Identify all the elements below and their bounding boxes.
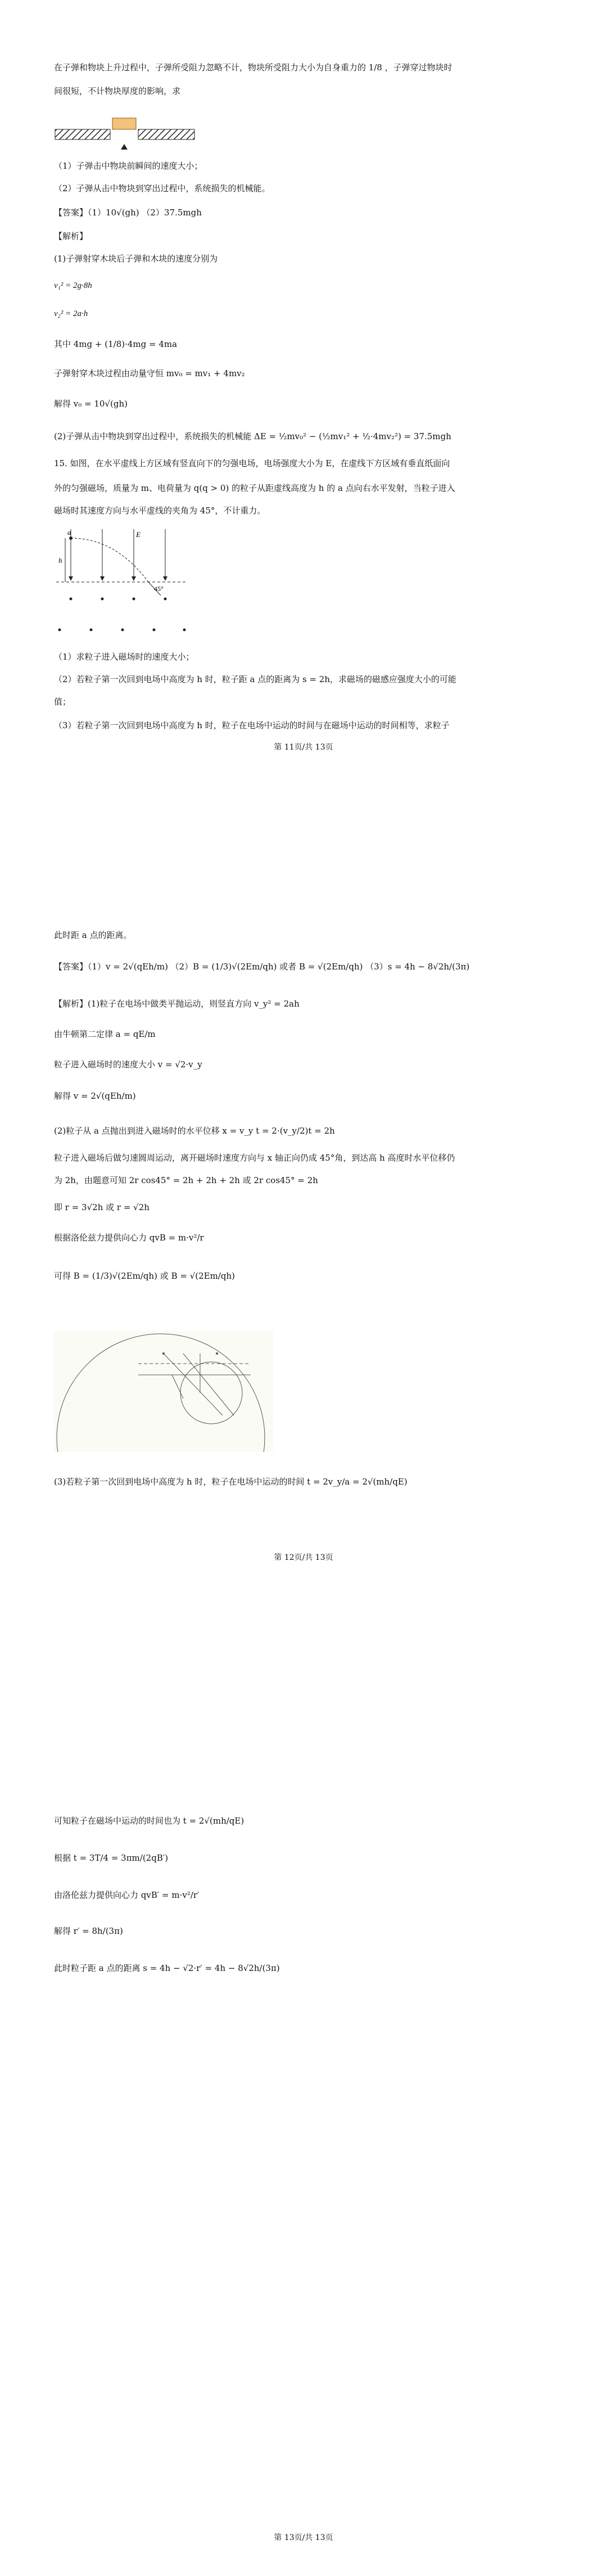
- problem-15-line-2: 外的匀强磁场，质量为 m、电荷量为 q(q > 0) 的粒子从距虚线高度为 h 的 a 点向右水平发射，当粒子进入: [54, 483, 455, 493]
- sketch-point: [162, 1352, 165, 1355]
- problem-intro-line-2: 间很短，不计物块厚度的影响，求: [54, 86, 181, 96]
- equation-3: 其中 4mg + (1/8)·4mg = 4ma: [54, 339, 178, 349]
- equation-2: v₂² = 2a·h: [54, 309, 88, 318]
- text-line: 根据洛伦兹力提供向心力 qvB = m·v²/r: [54, 1233, 204, 1243]
- sketch-large-circle: [57, 1334, 265, 1452]
- label-E: E: [136, 530, 141, 539]
- text-line: (2)粒子从 a 点抛出到进入磁场时的水平位移 x = v_y t = 2·(v_y/2)t = 2h: [54, 1126, 335, 1136]
- text-line: 为 2h，由题意可知 2r cos45° = 2h + 2h + 2h 或 2r cos45° = 2h: [54, 1175, 318, 1185]
- point-a: [69, 536, 73, 540]
- magnetic-dot: [90, 629, 93, 631]
- page-11: [0, 0, 607, 859]
- equation-4: 解得 v₀ = 10√(gh): [54, 399, 128, 409]
- text-line: 由洛伦兹力提供向心力 qvB′ = m·v²/r′: [54, 1890, 200, 1900]
- answer-line: 【答案】（1）v = 2√(qEh/m) （2）B = (1/3)√(2Em/qh) 或者 B = √(2Em/qh) （3）s = 4h − 8√2h/(3π): [54, 962, 470, 972]
- problem-15-line-1: 15. 如图，在水平虚线上方区域有竖直向下的匀强电场，电场强度大小为 E，在虚线下方区域有垂直纸面向: [54, 458, 450, 468]
- text-line: 由牛顿第二定律 a = qE/m: [54, 1029, 156, 1039]
- bullet-block-figure: [54, 112, 200, 152]
- magnetic-dot: [121, 629, 124, 631]
- text-line: 根据 t = 3T/4 = 3πm/(2qB′): [54, 1853, 169, 1863]
- problem-intro-line-1: 在子弹和物块上升过程中，子弹所受阻力忽略不计，物块所受阻力大小为自身重力的 1/8 ，子弹穿过物块时: [54, 62, 452, 73]
- arrow-icon: [132, 576, 136, 581]
- label-h: h: [58, 556, 62, 565]
- text-line: 可得 B = (1/3)√(2Em/qh) 或 B = √(2Em/qh): [54, 1271, 235, 1281]
- sub-question-1: （1）求粒子进入磁场时的速度大小；: [54, 652, 194, 662]
- magnetic-dot: [164, 598, 167, 601]
- sub-question-2-line-1: （2）若粒子第一次回到电场中高度为 h 时，粒子距 a 点的距离为 s = 2h，求磁场的磁感应强度大小的可能: [54, 674, 456, 684]
- text-line: 可知粒子在磁场中运动的时间也为 t = 2√(mh/qE): [54, 1816, 244, 1826]
- page-footer: 第 11页/共 13页: [274, 743, 333, 752]
- ceiling-hatch-left: [55, 129, 110, 139]
- magnetic-dot: [70, 598, 73, 601]
- text-line: 粒子进入磁场后做匀速圆周运动，离开磁场时速度方向与 x 轴正向仍成 45°角，到达高 h 高度时水平位移仍: [54, 1153, 455, 1163]
- text-line: 此时距 a 点的距离。: [54, 930, 132, 940]
- page-footer: 第 12页/共 13页: [274, 1553, 333, 1562]
- arrow-icon: [100, 576, 105, 581]
- magnetic-dot: [133, 598, 135, 601]
- handwritten-sketch: [54, 1331, 273, 1452]
- text-line: 【解析】(1)粒子在电场中做类平抛运动，则竖直方向 v_y² = 2ah: [54, 999, 300, 1009]
- field-figure: [54, 526, 189, 638]
- arrow-icon: [163, 576, 167, 581]
- bullet-icon: [121, 144, 128, 150]
- problem-15-line-3: 磁场时其速度方向与水平虚线的夹角为 45°，不计重力。: [54, 506, 266, 516]
- text-line: 解得 v = 2√(qEh/m): [54, 1091, 136, 1101]
- text-line: 此时粒子距 a 点的距离 s = 4h − √2·r′ = 4h − 8√2h/(3π): [54, 1963, 280, 1973]
- text-line: 即 r = 3√2h 或 r = √2h: [54, 1202, 150, 1212]
- label-a: a: [67, 528, 71, 536]
- magnetic-dot: [153, 629, 156, 631]
- sub-question-3: （3）若粒子第一次回到电场中高度为 h 时，粒子在电场中运动的时间与在磁场中运动的时间相等，求粒子: [54, 720, 450, 730]
- analysis-line-1: (1)子弹射穿木块后子弹和木块的速度分别为: [54, 254, 218, 264]
- page-footer: 第 13页/共 13页: [274, 2533, 333, 2542]
- sketch-line: [164, 1354, 223, 1415]
- sketch-point: [216, 1352, 218, 1355]
- magnetic-dot: [101, 598, 104, 601]
- page-13: [0, 1717, 607, 2576]
- answer-line: 【答案】（1）10√(gh) （2）37.5mgh: [54, 207, 202, 218]
- arrow-icon: [69, 576, 73, 581]
- page-12: [0, 859, 607, 1717]
- trajectory-curve: [71, 538, 148, 582]
- magnetic-dot: [58, 629, 61, 631]
- equation-1: v₁² = 2g·8h: [54, 281, 92, 290]
- question-2: （2）子弹从击中物块到穿出过程中，系统损失的机械能。: [54, 183, 270, 193]
- question-1: （1）子弹击中物块前瞬间的速度大小；: [54, 161, 203, 171]
- magnetic-dot: [183, 629, 186, 631]
- sketch-line: [183, 1354, 234, 1415]
- text-line: 粒子进入磁场时的速度大小 v = √2·v_y: [54, 1059, 202, 1070]
- analysis-line-3: (2)子弹从击中物块到穿出过程中，系统损失的机械能 ΔE = ½mv₀² − (½mv₁² + ½·4mv₂²) = 37.5mgh: [54, 431, 451, 441]
- analysis-title: 【解析】: [54, 231, 88, 241]
- text-line: 解得 r′ = 8h/(3π): [54, 1926, 123, 1936]
- sketch-line: [172, 1375, 183, 1398]
- label-angle: 45°: [154, 585, 164, 593]
- block-icon: [112, 118, 136, 129]
- analysis-line-2: 子弹射穿木块过程由动量守恒 mv₀ = mv₁ + 4mv₂: [54, 368, 245, 378]
- ceiling-hatch-right: [138, 129, 194, 139]
- text-line: (3)若粒子第一次回到电场中高度为 h 时，粒子在电场中运动的时间 t = 2v_y/a = 2√(mh/qE): [54, 1477, 407, 1487]
- sub-question-2-line-2: 值；: [54, 697, 71, 707]
